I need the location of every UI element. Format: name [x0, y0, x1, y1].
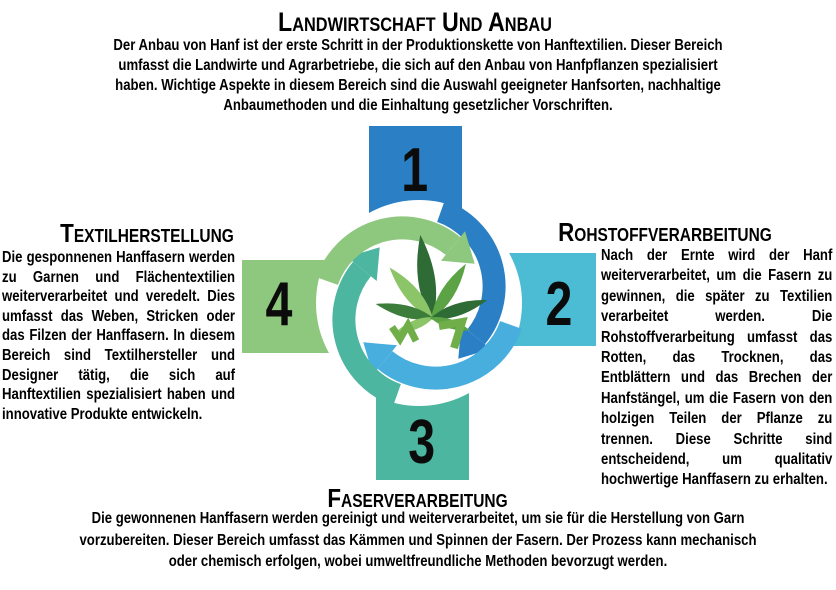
section-text-right: Nach der Ernte wird der Hanf weiterverarbeitet, um die Fasern zu gewinnen, die später zu Textilien verarbeitet werden. Die Rohstoffverarbeitung umfasst das Rotten, das Trocknen, das Entblättern und das Brechen der Hanfstängel, um die Fasern von den holzigen Teilen der Pflanze zu trennen. Diese Schritte sind entscheidend, um qualitativ hochwertige Hanffasern zu erhalten.	[601, 247, 833, 489]
section-title-right: Rohstoffverarbeitung	[558, 217, 772, 247]
cycle-diagram	[229, 113, 609, 493]
section-title-bottom: Faserverarbeitung	[327, 483, 508, 513]
section-text-left: Die gesponnenen Hanffasern werden zu Garnen und Flächentextilien weiterverarbeitet und veredelt. Dies umfasst das Weben, Stricken oder das Filzen der Hanffasern. In diesem Bereich sind Textilhersteller und Designer tätig, die sich auf Hanftextilien spezialisiert haben und innovative Produkte entwickeln.	[2, 249, 236, 423]
step-3-number: 3	[408, 407, 436, 477]
section-title-left: Textilherstellung	[60, 218, 234, 248]
step-4-number: 4	[265, 269, 293, 339]
section-text-top: Der Anbau von Hanf ist der erste Schritt in der Produktionskette von Hanftextilien. Dieser Bereich umfasst die Landwirte und Agrarbetriebe, die sich auf den Anbau von Hanfpflanzen spezialisiert haben. Wichtige Aspekte in diesem Bereich sind die Auswahl geeigneter Hanfsorten, nachhaltige Anbaumethoden und die Einhaltung gesetzlicher Vorschriften.	[113, 37, 723, 114]
step-1-number: 1	[401, 135, 429, 205]
section-title-top: Landwirtschaft Und Anbau	[278, 7, 552, 37]
step-2-number: 2	[545, 269, 573, 339]
section-text-bottom: Die gewonnenen Hanffasern werden gereinigt und weiterverarbeitet, um sie für die Herstellung von Garn vorzubereiten. Dieser Bereich umfasst das Kämmen und Spinnen der Fasern. Der Prozess kann mechanisch oder chemisch erfolgen, wobei umweltfreundliche Methoden bevorzugt werden.	[79, 510, 757, 571]
leaf-stem-zigzag	[392, 325, 416, 341]
